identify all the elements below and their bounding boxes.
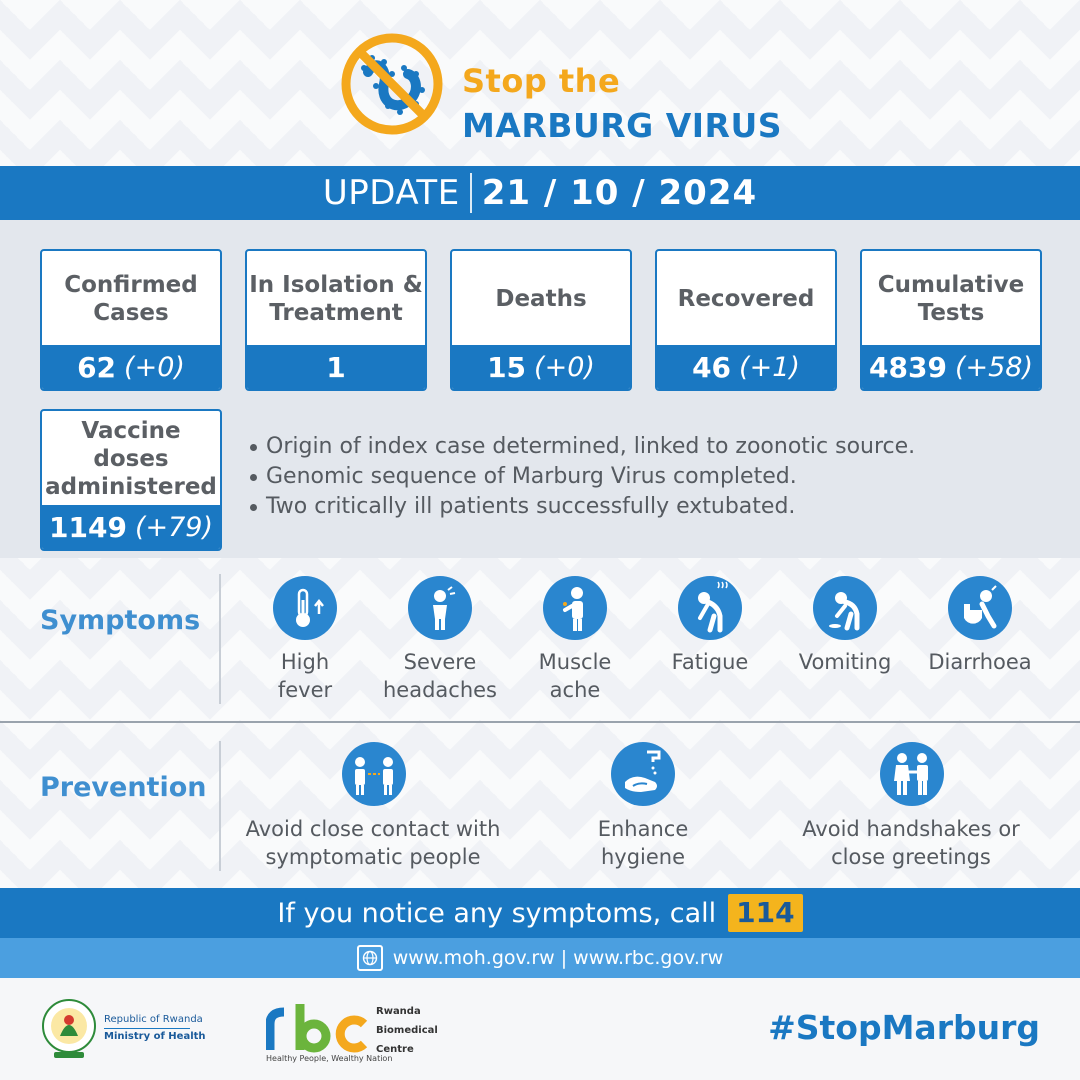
distance-icon [342, 742, 406, 806]
stat-card-tests [860, 249, 1042, 391]
symptom-label-line: Fatigue [671, 650, 749, 674]
stat-value-row [862, 345, 1040, 389]
rbc-tagline: Healthy People, Wealthy Nation [266, 1054, 393, 1063]
update-label: UPDATE [322, 173, 460, 213]
stat-label: Confirmed Cases [64, 271, 198, 326]
symptom-label [375, 648, 505, 704]
rwanda-seal-icon [40, 996, 98, 1062]
stat-value-row [42, 345, 220, 389]
symptom-label-line: High [280, 650, 330, 674]
vomiting-icon [813, 576, 877, 640]
symptom-label [920, 648, 1040, 676]
stat-value-row [247, 345, 425, 389]
note-item: Two critically ill patients successfully extubated. [248, 492, 915, 522]
stat-value: 62 [77, 350, 117, 384]
prevention-label-line: close greetings [831, 845, 991, 869]
call-text: If you notice any symptoms, call [277, 897, 717, 929]
title-line-2: MARBURG VIRUS [462, 106, 783, 145]
moh-line-1: Republic of Rwanda [104, 1014, 203, 1025]
stat-value-row [657, 345, 835, 389]
fatigue-icon [678, 576, 742, 640]
prevention-label-line: Avoid handshakes or [802, 817, 1020, 841]
rbc-logo-icon [266, 1000, 370, 1054]
thermometer-icon [273, 576, 337, 640]
symptom-label-line: headaches [382, 678, 497, 702]
stat-value: 46 [692, 350, 732, 384]
prevention-label-line: Enhance [597, 817, 689, 841]
symptoms-title: Symptoms [40, 605, 201, 636]
update-date: 21 / 10 / 2024 [481, 173, 758, 213]
stat-delta: (+0) [534, 351, 595, 383]
update-notes [248, 432, 915, 522]
stat-card-deaths [450, 249, 632, 391]
stat-value-row [42, 505, 220, 549]
stat-card-recovered [655, 249, 837, 391]
footer [0, 978, 1080, 1080]
hashtag[interactable]: #StopMarburg [768, 1008, 1040, 1047]
call-bar [0, 888, 1080, 938]
handshake-icon [880, 742, 944, 806]
stat-label: Cumulative Tests [877, 271, 1025, 326]
symptom-label-line: ache [549, 678, 601, 702]
stat-delta: (+1) [739, 351, 800, 383]
symptom-label [790, 648, 900, 676]
stat-card-isolation [245, 249, 427, 391]
stat-label: In Isolation & Treatment [249, 271, 423, 326]
stat-card-vaccines [40, 409, 222, 551]
no-virus-icon [336, 28, 448, 140]
muscle-ache-icon [543, 576, 607, 640]
prevention-label [791, 815, 1031, 871]
symptoms-divider [219, 574, 221, 704]
prevention-label [238, 815, 508, 871]
prevention-label-line: hygiene [600, 845, 686, 869]
moh-underline [104, 1028, 190, 1029]
stat-delta: (+79) [134, 511, 213, 543]
stat-value: 15 [487, 350, 527, 384]
web-links[interactable]: www.moh.gov.rw | www.rbc.gov.rw [392, 947, 724, 969]
stat-delta: (+58) [954, 351, 1033, 383]
diarrhoea-icon [948, 576, 1012, 640]
stat-delta: (+0) [124, 351, 185, 383]
update-separator [470, 173, 472, 213]
moh-line-2: Ministry of Health [104, 1031, 206, 1042]
globe-icon [357, 945, 383, 971]
headache-icon [408, 576, 472, 640]
note-item: Origin of index case determined, linked to zoonotic source. [248, 432, 915, 462]
prevention-label-line: symptomatic people [265, 845, 481, 869]
stat-value-row [452, 345, 630, 389]
prevention-label-line: Avoid close contact with [245, 817, 501, 841]
symptom-label-line: Severe [403, 650, 477, 674]
symptom-label-line: fever [277, 678, 333, 702]
symptom-label-line: Vomiting [798, 650, 892, 674]
symptom-label [255, 648, 355, 704]
call-number[interactable]: 114 [728, 894, 802, 932]
rbc-name-line: Centre [376, 1044, 414, 1055]
stat-value: 4839 [869, 350, 947, 384]
symptom-label [655, 648, 765, 676]
prevention-label [563, 815, 723, 871]
rbc-name-line: Rwanda [376, 1006, 421, 1017]
stat-value: 1 [326, 350, 346, 384]
title-line-1: Stop the [462, 62, 621, 100]
header [0, 22, 1080, 145]
symptom-label [525, 648, 625, 704]
update-bar [0, 166, 1080, 220]
rbc-name [376, 1002, 438, 1059]
web-bar [0, 938, 1080, 978]
stat-card-confirmed [40, 249, 222, 391]
prevention-divider [219, 741, 221, 871]
prevention-title: Prevention [40, 772, 207, 803]
symptom-label-line: Diarrhoea [928, 650, 1032, 674]
section-divider [0, 721, 1080, 723]
stat-label: Vaccine doses administered [45, 417, 217, 501]
rbc-name-line: Biomedical [376, 1025, 438, 1036]
stat-value: 1149 [49, 510, 127, 544]
note-item: Genomic sequence of Marburg Virus completed. [248, 462, 915, 492]
stat-label: Deaths [495, 285, 587, 312]
stat-label: Recovered [677, 285, 815, 312]
symptom-label-line: Muscle [538, 650, 612, 674]
handwash-icon [611, 742, 675, 806]
